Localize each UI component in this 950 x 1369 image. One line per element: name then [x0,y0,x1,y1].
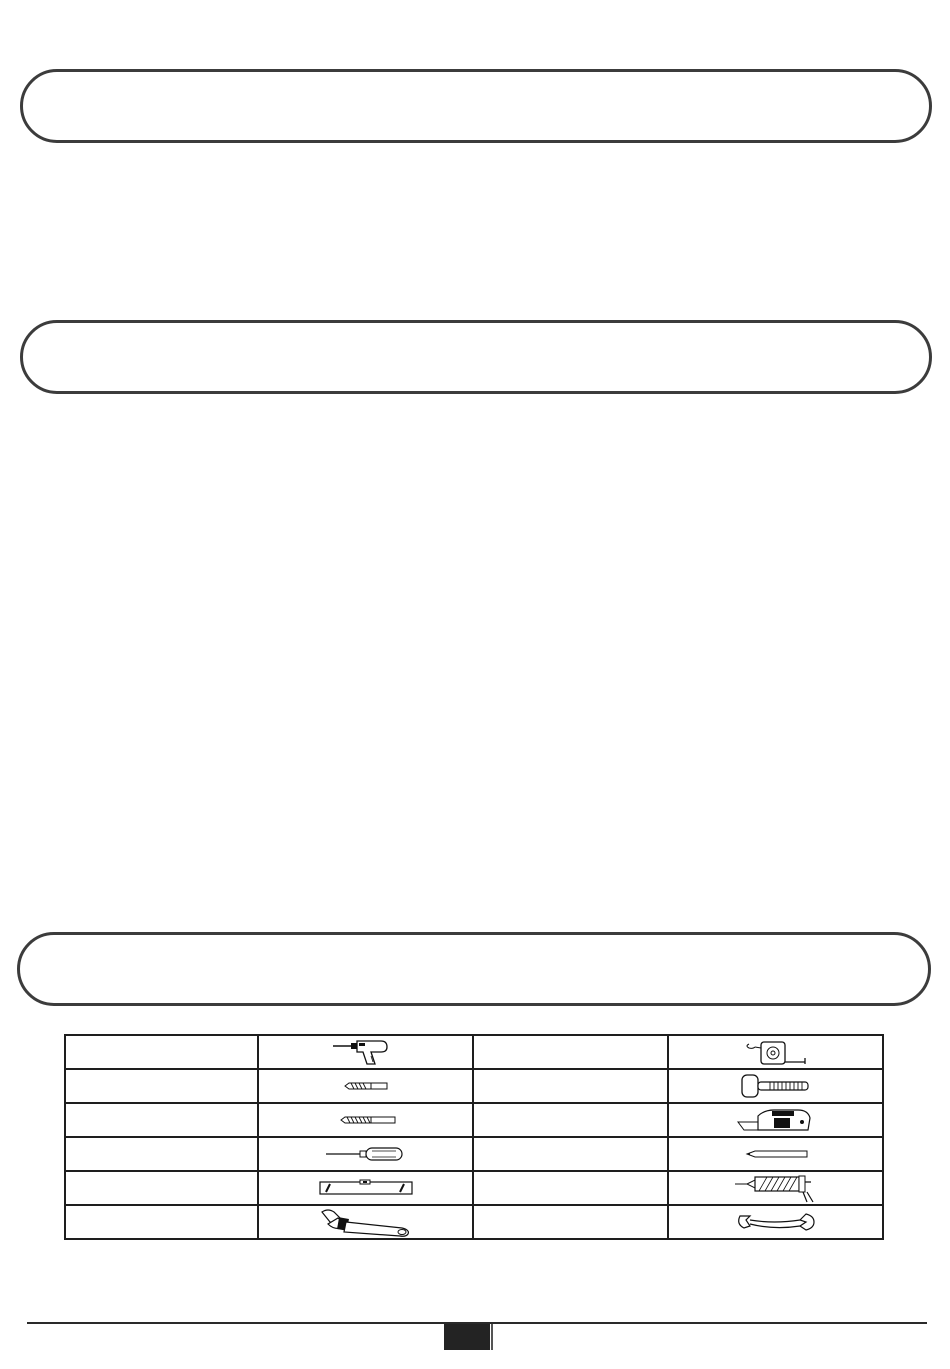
tool-label-cell [65,1137,258,1171]
tool-icon-cell [258,1171,473,1205]
table-row [65,1137,883,1171]
table-row [65,1205,883,1239]
tool-label-cell [65,1205,258,1239]
tool-icon-cell [258,1069,473,1103]
table-row [65,1171,883,1205]
wood-drill-bit-icon [331,1112,401,1128]
tool-label-cell [65,1069,258,1103]
tool-label-cell [473,1137,668,1171]
section-header-box-2 [20,320,932,394]
tool-label-cell [473,1103,668,1137]
table-row [65,1069,883,1103]
tool-icon-cell [668,1035,883,1069]
tape-measure-icon [741,1038,811,1066]
tool-icon-cell [258,1103,473,1137]
tool-icon-cell [258,1205,473,1239]
table-row [65,1035,883,1069]
tool-label-cell [473,1205,668,1239]
tool-label-cell [473,1069,668,1103]
masonry-drill-bit-icon [331,1078,401,1094]
tool-icon-cell [668,1137,883,1171]
tool-icon-cell [258,1137,473,1171]
tools-table [64,1034,884,1240]
open-end-spanner-icon [734,1210,818,1234]
caulking-gun-icon [731,1172,821,1204]
page-tab-shadow [491,1324,493,1350]
pencil-icon [741,1148,811,1160]
utility-knife-icon [734,1106,818,1134]
screwdriver-icon [324,1144,408,1164]
tool-label-cell [65,1103,258,1137]
tool-label-cell [65,1035,258,1069]
tool-label-cell [65,1171,258,1205]
tool-icon-cell [668,1069,883,1103]
tool-icon-cell [258,1035,473,1069]
tool-label-cell [473,1035,668,1069]
page-number-tab [444,1324,490,1350]
table-row [65,1103,883,1137]
mallet-icon [736,1072,816,1100]
spirit-level-icon [318,1178,414,1198]
tool-label-cell [473,1171,668,1205]
tool-icon-cell [668,1205,883,1239]
tool-icon-cell [668,1171,883,1205]
section-header-box-3 [17,932,931,1006]
section-header-box-1 [20,69,932,143]
adjustable-wrench-icon [318,1206,414,1238]
tool-icon-cell [668,1103,883,1137]
electric-drill-icon [331,1038,401,1066]
